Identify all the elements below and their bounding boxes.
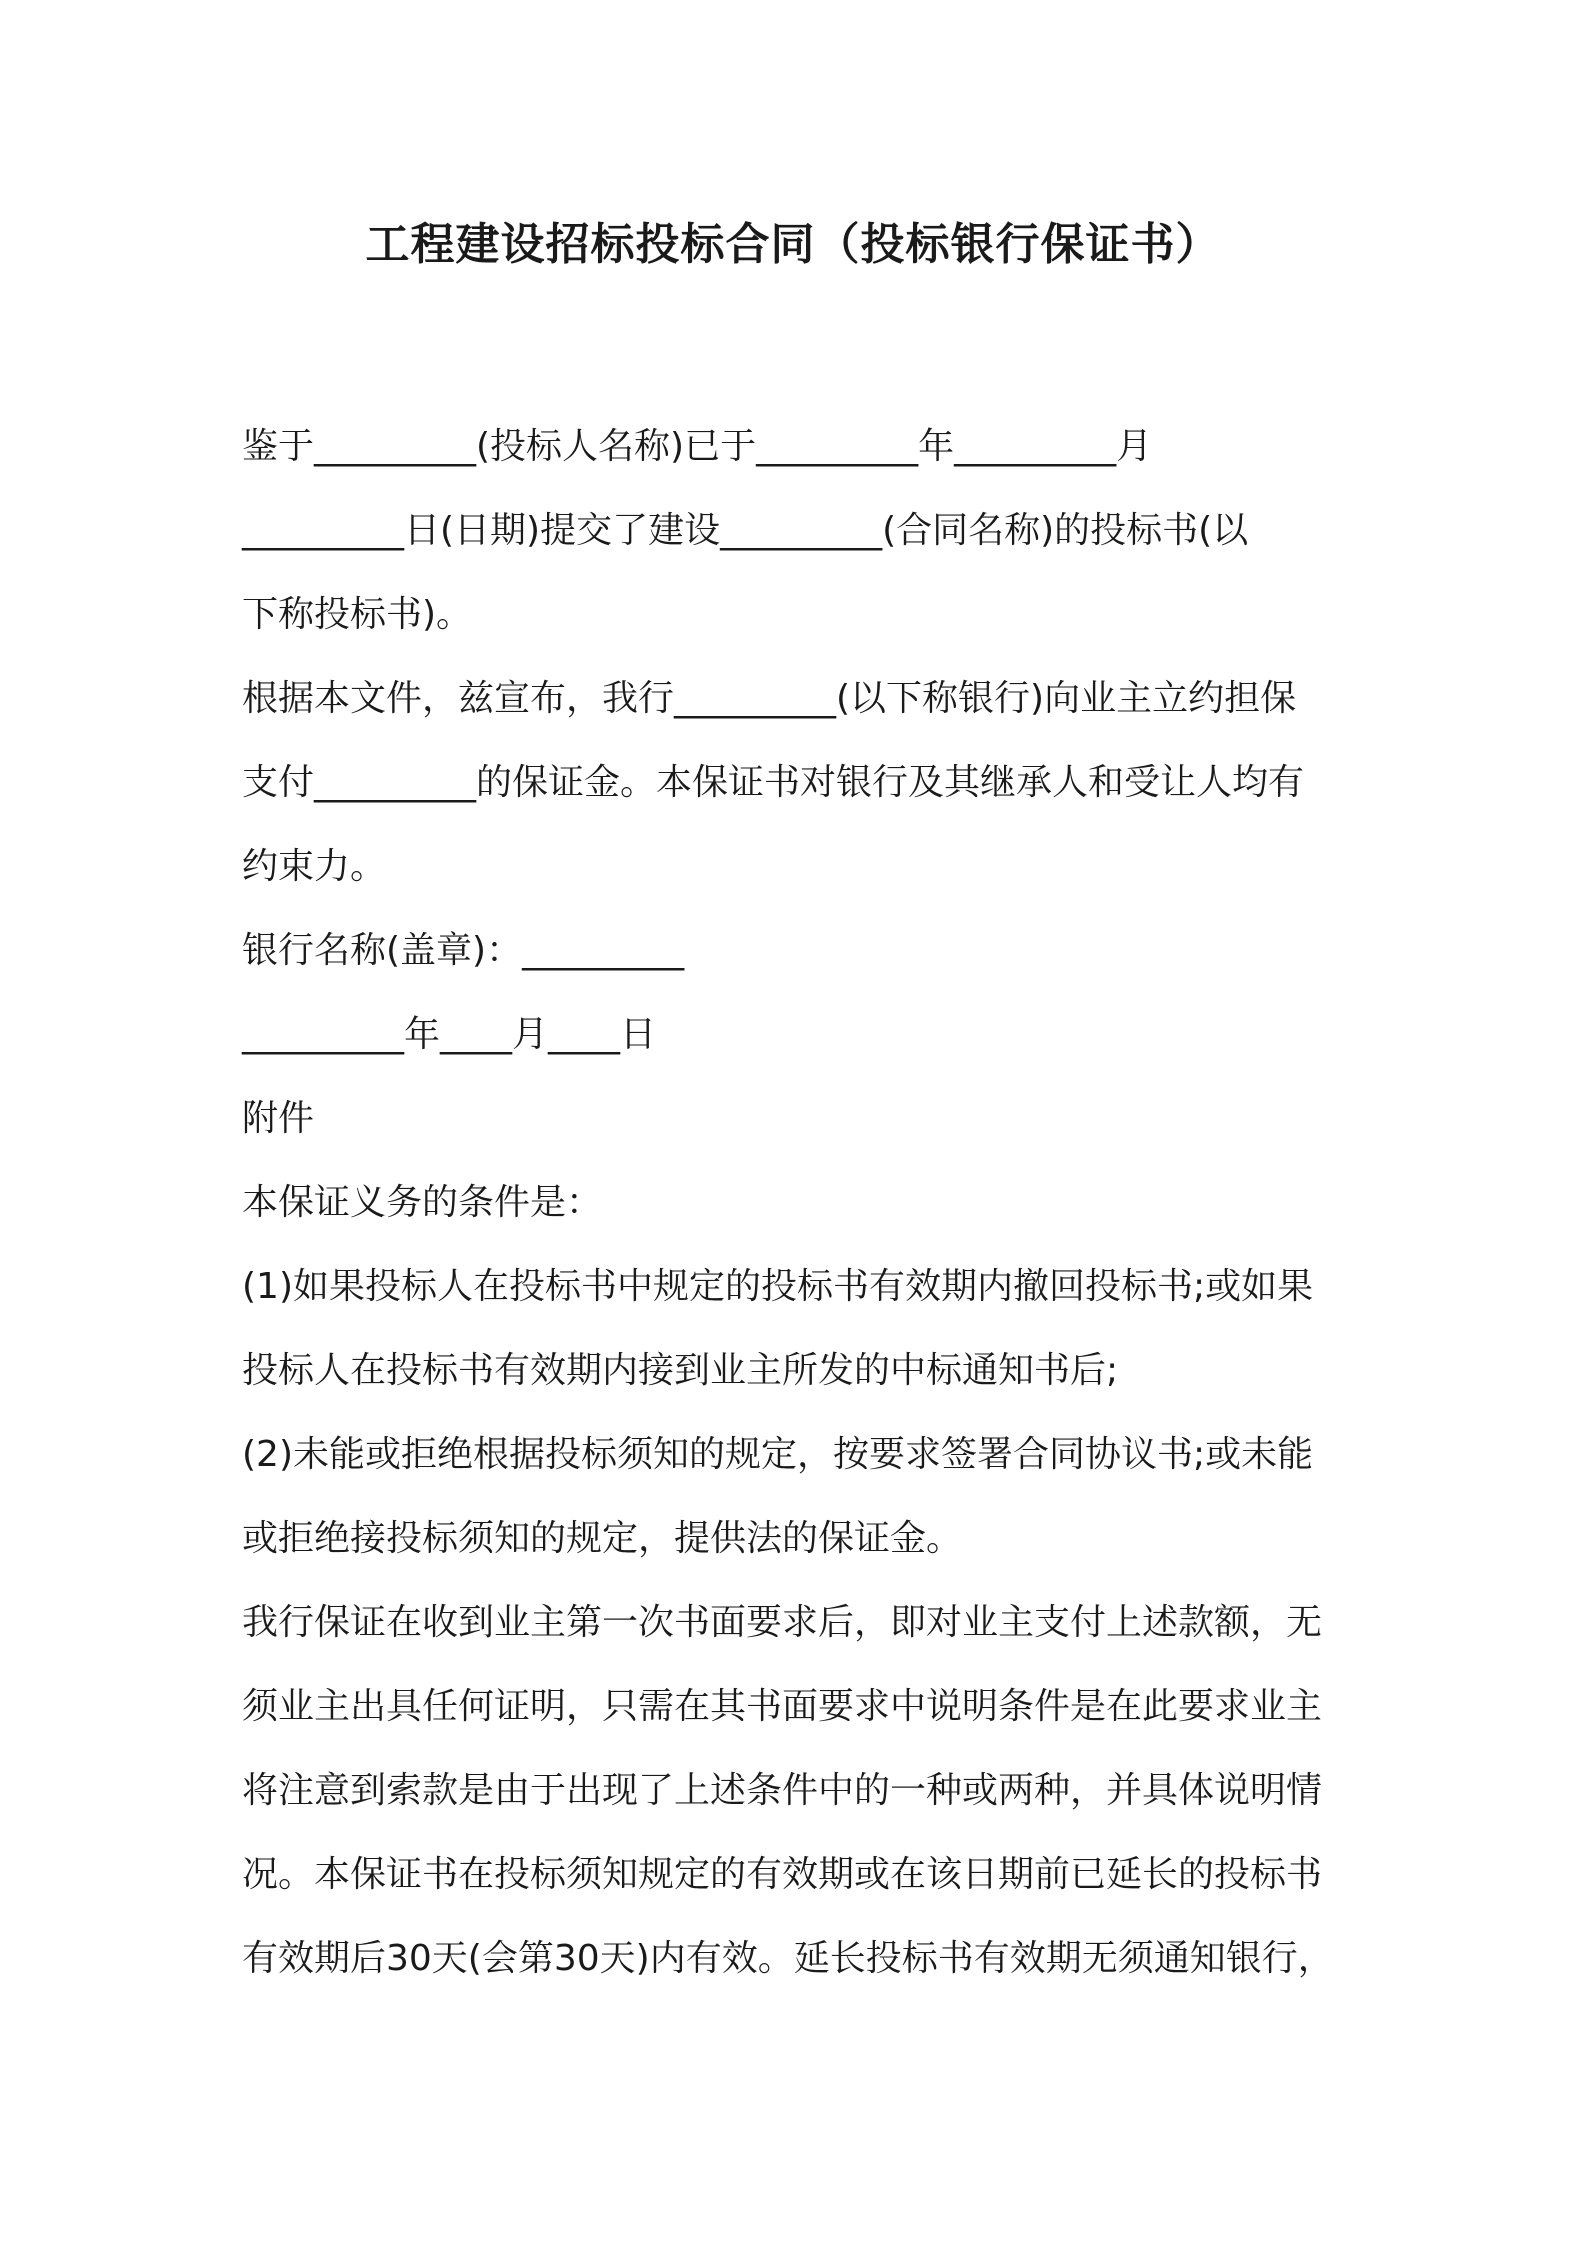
text-line: 有效期后30天(会第30天)内有效。延长投标书有效期无须通知银行， <box>242 1938 1334 1979</box>
condition-1-line: (1)如果投标人在投标书中规定的投标书有效期内撤回投标书;或如果 <box>242 1266 1314 1307</box>
text-line: 鉴于_________(投标人名称)已于_________年_________月 <box>242 426 1153 467</box>
text-line: _________日(日期)提交了建设_________(合同名称)的投标书(以 <box>242 510 1249 551</box>
document-body <box>242 405 1362 2001</box>
text-line: 我行保证在收到业主第一次书面要求后，即对业主支付上述款额，无 <box>242 1602 1323 1643</box>
condition-1-line: 投标人在投标书有效期内接到业主所发的中标通知书后; <box>242 1350 1119 1391</box>
text-line: 约束力。 <box>242 846 387 887</box>
text-line: 支付_________的保证金。本保证书对银行及其继承人和受让人均有 <box>242 762 1305 803</box>
text-line: 下称投标书)。 <box>242 594 473 635</box>
date-line: _________年____月____日 <box>242 1014 656 1055</box>
text-line: 况。本保证书在投标须知规定的有效期或在该日期前已延长的投标书 <box>242 1854 1323 1895</box>
text-line: 须业主出具任何证明，只需在其书面要求中说明条件是在此要求业主 <box>242 1686 1323 1727</box>
text-line: 本保证义务的条件是： <box>242 1182 603 1223</box>
condition-2-line: (2)未能或拒绝根据投标须知的规定，按要求签署合同协议书;或未能 <box>242 1434 1314 1475</box>
text-line: 根据本文件，兹宣布，我行_________(以下称银行)向业主立约担保 <box>242 678 1297 719</box>
condition-2-line: 或拒绝接投标须知的规定，提供法的保证金。 <box>242 1518 963 1559</box>
document-title: 工程建设招标投标合同（投标银行保证书） <box>365 219 1221 270</box>
attachment-heading: 附件 <box>242 1098 315 1139</box>
text-line: 将注意到索款是由于出现了上述条件中的一种或两种，并具体说明情 <box>242 1770 1323 1811</box>
bank-signature-line: 银行名称(盖章)：_________ <box>242 930 685 971</box>
